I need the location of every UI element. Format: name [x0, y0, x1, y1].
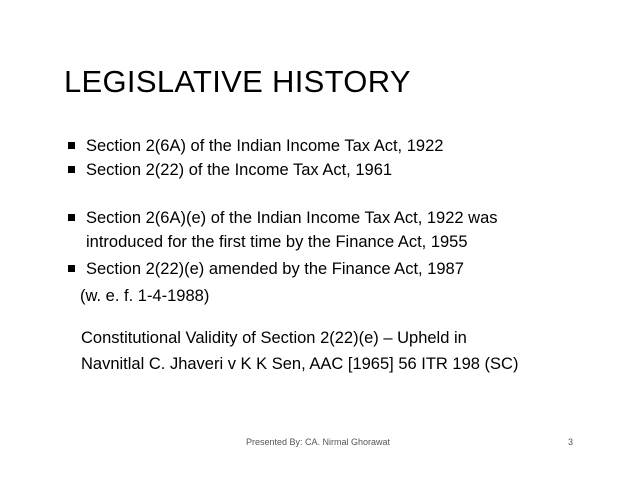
bullet-marker [68, 265, 75, 272]
validity-text-continued: Navnitlal C. Jhaveri v K K Sen, AAC [1965] 56 ITR 198 (SC) [81, 355, 519, 373]
bullet-text-continued: introduced for the first time by the Finance Act, 1955 [86, 233, 468, 251]
bullet-marker [68, 214, 75, 221]
effective-date-note: (w. e. f. 1-4-1988) [80, 287, 210, 305]
validity-text: Constitutional Validity of Section 2(22)(e) – Upheld in [81, 329, 467, 347]
bullet-marker [68, 142, 75, 149]
bullet-text: Section 2(22) of the Income Tax Act, 1961 [86, 161, 393, 179]
bullet-text: Section 2(22)(e) amended by the Finance Act, 1987 [86, 260, 464, 278]
page-number: 3 [568, 437, 574, 447]
bullet-marker [68, 166, 75, 173]
bullet-text: Section 2(6A)(e) of the Indian Income Tax Act, 1922 was [86, 209, 498, 227]
bullet-text: Section 2(6A) of the Indian Income Tax Act, 1922 [86, 137, 444, 155]
slide-title: LEGISLATIVE HISTORY [64, 64, 411, 99]
footer-presenter: Presented By: CA. Nirmal Ghorawat [246, 437, 391, 447]
